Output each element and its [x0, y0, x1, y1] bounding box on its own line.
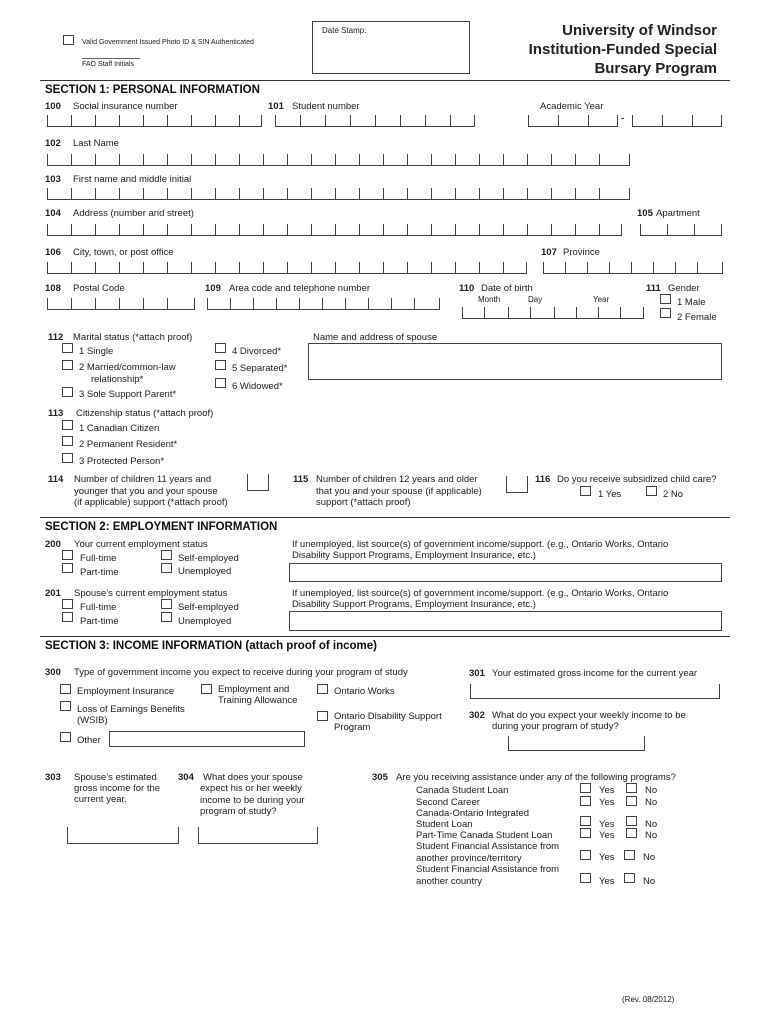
spouse-weekly-income-input[interactable]: [198, 827, 318, 844]
spouse-income-instruction-2: Disability Support Programs, Employment Insurance, etc.): [292, 599, 536, 610]
province-input[interactable]: [543, 260, 723, 274]
f106-number: 106: [45, 247, 61, 258]
f101-label: Student number: [292, 101, 360, 112]
program-sfa-province-yes-label: Yes: [599, 852, 615, 863]
emp-parttime-label: Part-time: [80, 567, 119, 578]
program-sfa-province-no-checkbox[interactable]: [624, 850, 635, 860]
citizen-canadian-checkbox[interactable]: [62, 420, 73, 430]
f102-label: Last Name: [73, 138, 119, 149]
emp-income-source-input[interactable]: [289, 563, 722, 582]
gov-odsp-label-2: Program: [334, 722, 371, 733]
marital-widowed-checkbox[interactable]: [215, 378, 226, 388]
f106-label: City, town, or post office: [73, 247, 174, 258]
citizen-pr-label: 2 Permanent Resident*: [79, 439, 178, 450]
f111-label: Gender: [668, 283, 700, 294]
marital-widowed-label: 6 Widowed*: [232, 381, 283, 392]
marital-separated-checkbox[interactable]: [215, 360, 226, 370]
apartment-input[interactable]: [640, 222, 722, 236]
gov-wsib-checkbox[interactable]: [60, 701, 71, 711]
address-input[interactable]: [47, 222, 622, 236]
program-ptcsl-no-label: No: [645, 830, 658, 841]
marital-married-label-2: relationship*: [91, 374, 144, 385]
program-ptcsl-label: Part-Time Canada Student Loan: [416, 830, 553, 841]
gov-ei-checkbox[interactable]: [60, 684, 71, 694]
program-cois-label-1: Canada-Ontario Integrated: [416, 808, 530, 819]
f108-number: 108: [45, 283, 61, 294]
f305-label: Are you receiving assistance under any of the following programs?: [396, 772, 676, 783]
spouse-selfemployed-checkbox[interactable]: [161, 599, 172, 609]
f105-number: 105: [637, 208, 653, 219]
section2-title: SECTION 2: EMPLOYMENT INFORMATION: [45, 521, 278, 533]
sin-input[interactable]: [47, 113, 262, 127]
first-name-input[interactable]: [47, 186, 630, 200]
program-sfa-country-no-label: No: [643, 876, 656, 887]
gov-ow-label: Ontario Works: [334, 686, 395, 697]
emp-fulltime-label: Full-time: [80, 553, 117, 564]
f100-number: 100: [45, 101, 61, 112]
f114-line1: Number of children 11 years and: [74, 474, 212, 485]
program-csl-label: Canada Student Loan: [416, 785, 509, 796]
f115-number: 115: [293, 474, 309, 485]
spouse-unemployed-label: Unemployed: [178, 616, 232, 627]
f304-line3: income to be during your: [200, 795, 305, 806]
section3-title: SECTION 3: INCOME INFORMATION (attach proof of income): [45, 640, 378, 652]
f300-number: 300: [45, 667, 61, 678]
program-sfa-country-no-checkbox[interactable]: [624, 873, 635, 883]
telephone-input[interactable]: [207, 296, 440, 310]
form-title-line1: University of Windsor: [562, 22, 717, 39]
marital-divorced-checkbox[interactable]: [215, 343, 226, 353]
f304-line4: program of study?: [200, 806, 277, 817]
emp-fulltime-checkbox[interactable]: [62, 550, 73, 560]
f303-line1: Spouse’s estimated: [74, 772, 157, 783]
f107-number: 107: [541, 247, 557, 258]
f116-label: Do you receive subsidized child care?: [557, 474, 717, 485]
f201-label: Spouse’s current employment status: [74, 588, 228, 599]
f302-number: 302: [469, 710, 485, 721]
gender-male-label: 1 Male: [677, 297, 706, 308]
f115-line1: Number of children 12 years and older: [316, 474, 478, 485]
fao-initials-line: [82, 58, 140, 59]
academic-year-label: Academic Year: [540, 101, 604, 112]
f107-label: Province: [563, 247, 600, 258]
marital-divorced-label: 4 Divorced*: [232, 346, 282, 357]
program-csl-yes-checkbox[interactable]: [580, 783, 591, 793]
f104-number: 104: [45, 208, 61, 219]
postal-code-input[interactable]: [47, 296, 195, 310]
f115-line2: that you and your spouse (if applicable): [316, 486, 482, 497]
f200-label: Your current employment status: [74, 539, 208, 550]
spouse-name-address-input[interactable]: [308, 343, 722, 380]
f301-label: Your estimated gross income for the current year: [492, 668, 698, 679]
gender-female-checkbox[interactable]: [660, 308, 671, 318]
f110-number: 110: [459, 283, 475, 294]
date-stamp-label: Date Stamp:: [322, 26, 367, 35]
f113-number: 113: [48, 408, 64, 419]
gov-odsp-checkbox[interactable]: [317, 711, 328, 721]
academic-year-start-input[interactable]: [528, 113, 618, 127]
f100-label: Social insurance number: [73, 101, 178, 112]
spouse-unemployed-checkbox[interactable]: [161, 612, 172, 622]
f115-line3: support (*attach proof): [316, 497, 411, 508]
program-sfa-province-yes-checkbox[interactable]: [580, 850, 591, 860]
childcare-yes-label: 1 Yes: [598, 489, 622, 500]
f108-label: Postal Code: [73, 283, 125, 294]
f112-number: 112: [48, 332, 64, 343]
spouse-gross-income-input[interactable]: [67, 827, 179, 844]
childcare-no-checkbox[interactable]: [646, 486, 657, 496]
emp-income-instruction-2: Disability Support Programs, Employment Insurance, etc.): [292, 550, 536, 561]
section3-rule: [40, 636, 730, 637]
gov-wsib-label-1: Loss of Earnings Benefits: [77, 704, 185, 715]
gov-other-input[interactable]: [109, 731, 305, 747]
f103-label: First name and middle initial: [73, 174, 192, 185]
emp-parttime-checkbox[interactable]: [62, 563, 73, 573]
f103-number: 103: [45, 174, 61, 185]
gender-female-label: 2 Female: [677, 312, 717, 323]
spouse-name-label: Name and address of spouse: [313, 332, 438, 343]
program-ptcsl-yes-label: Yes: [599, 830, 615, 841]
emp-income-instruction-1: If unemployed, list source(s) of government income/support. (e.g., Ontario Works, Ontario: [292, 539, 669, 550]
form-title-line3: Bursary Program: [594, 60, 717, 77]
f101-number: 101: [268, 101, 284, 112]
program-second-career-yes-checkbox[interactable]: [580, 796, 591, 806]
gov-other-checkbox[interactable]: [60, 732, 71, 742]
spouse-fulltime-checkbox[interactable]: [62, 599, 73, 609]
program-cois-no-label: No: [645, 819, 658, 830]
f114-line2: younger that you and your spouse: [74, 486, 218, 497]
gov-ei-label: Employment Insurance: [77, 686, 175, 697]
program-sfa-country-label-2: another country: [416, 876, 483, 887]
citizen-pr-checkbox[interactable]: [62, 436, 73, 446]
emp-selfemployed-label: Self-employed: [178, 553, 239, 564]
f304-number: 304: [178, 772, 194, 783]
f303-line3: current year.: [74, 794, 127, 805]
program-sfa-province-no-label: No: [643, 852, 656, 863]
f114-line3: (if applicable) support (*attach proof): [74, 497, 228, 508]
dob-month-label: Month: [478, 295, 501, 304]
date-of-birth-input[interactable]: [462, 305, 644, 319]
f104-label: Address (number and street): [73, 208, 194, 219]
spouse-income-source-input[interactable]: [289, 611, 722, 631]
f201-number: 201: [45, 588, 61, 599]
marital-sole-support-checkbox[interactable]: [62, 387, 73, 397]
program-second-career-no-label: No: [645, 797, 658, 808]
marital-separated-label: 5 Separated*: [232, 363, 288, 374]
gov-eta-checkbox[interactable]: [201, 684, 212, 694]
spouse-selfemployed-label: Self-employed: [178, 602, 239, 613]
program-cois-yes-label: Yes: [599, 819, 615, 830]
gov-odsp-label-1: Ontario Disability Support: [334, 711, 442, 722]
section2-rule: [40, 517, 730, 518]
citizen-protected-label: 3 Protected Person*: [79, 456, 165, 467]
program-sfa-country-yes-label: Yes: [599, 876, 615, 887]
gov-eta-label-1: Employment and: [218, 684, 290, 695]
f302-line2: during your program of study?: [492, 721, 619, 732]
program-ptcsl-no-checkbox[interactable]: [626, 828, 637, 838]
f305-number: 305: [372, 772, 388, 783]
children-under-12-input[interactable]: [247, 474, 269, 491]
gov-wsib-label-2: (WSIB): [77, 715, 108, 726]
emp-unemployed-checkbox[interactable]: [161, 563, 172, 573]
marital-married-label: 2 Married/common-law: [79, 362, 176, 373]
program-sfa-province-label-2: another province/territory: [416, 853, 522, 864]
marital-sole-support-label: 3 Sole Support Parent*: [79, 389, 177, 400]
program-ptcsl-yes-checkbox[interactable]: [580, 828, 591, 838]
f116-number: 116: [535, 474, 551, 485]
section1-rule: [40, 80, 730, 81]
f102-number: 102: [45, 138, 61, 149]
section1-title: SECTION 1: PERSONAL INFORMATION: [45, 84, 260, 96]
last-name-input[interactable]: [47, 152, 630, 166]
id-authenticated-checkbox[interactable]: [63, 35, 74, 45]
f112-label: Marital status (*attach proof): [73, 332, 193, 343]
gender-male-checkbox[interactable]: [660, 294, 671, 304]
f304-line2: expect his or her weekly: [200, 783, 302, 794]
program-sfa-province-label-1: Student Financial Assistance from: [416, 841, 560, 852]
spouse-fulltime-label: Full-time: [80, 602, 117, 613]
children-12-plus-input[interactable]: [506, 476, 528, 493]
academic-year-dash: -: [621, 113, 625, 124]
childcare-yes-checkbox[interactable]: [580, 486, 591, 496]
f111-number: 111: [646, 283, 661, 294]
academic-year-end-input[interactable]: [632, 113, 722, 127]
f304-line1: What does your spouse: [203, 772, 303, 783]
spouse-parttime-checkbox[interactable]: [62, 612, 73, 622]
program-csl-yes-label: Yes: [599, 785, 615, 796]
dob-day-label: Day: [528, 295, 543, 304]
weekly-income-input[interactable]: [508, 736, 645, 751]
form-title-line2: Institution-Funded Special: [528, 41, 717, 58]
spouse-income-instruction-1: If unemployed, list source(s) of government income/support. (e.g., Ontario Works, Ontario: [292, 588, 669, 599]
gov-eta-label-2: Training Allowance: [218, 695, 298, 706]
f105-label: Apartment: [656, 208, 700, 219]
program-second-career-yes-label: Yes: [599, 797, 615, 808]
spouse-parttime-label: Part-time: [80, 616, 119, 627]
program-cois-label-2: Student Loan: [416, 819, 473, 830]
fao-initials-label: FAO Staff Initials: [82, 61, 135, 68]
f109-number: 109: [205, 283, 221, 294]
f113-label: Citizenship status (*attach proof): [76, 408, 214, 419]
f303-line2: gross income for the: [74, 783, 161, 794]
f302-line1: What do you expect your weekly income to be: [492, 710, 686, 721]
childcare-no-label: 2 No: [663, 489, 684, 500]
marital-married-checkbox[interactable]: [62, 360, 73, 370]
program-csl-no-checkbox[interactable]: [626, 783, 637, 793]
program-cois-yes-checkbox[interactable]: [580, 816, 591, 826]
f300-label: Type of government income you expect to receive during your program of study: [74, 667, 408, 678]
program-sfa-country-yes-checkbox[interactable]: [580, 873, 591, 883]
marital-single-label: 1 Single: [79, 346, 114, 357]
f200-number: 200: [45, 539, 61, 550]
city-input[interactable]: [47, 260, 527, 274]
gov-other-label: Other: [77, 735, 101, 746]
gov-ow-checkbox[interactable]: [317, 684, 328, 694]
f110-label: Date of birth: [481, 283, 533, 294]
f109-label: Area code and telephone number: [229, 283, 371, 294]
marital-single-checkbox[interactable]: [62, 343, 73, 353]
citizen-canadian-label: 1 Canadian Citizen: [79, 423, 160, 434]
student-number-input[interactable]: [275, 113, 475, 127]
id-authenticated-label: Valid Government Issued Photo ID & SIN Authenticated: [82, 39, 254, 46]
program-cois-no-checkbox[interactable]: [626, 816, 637, 826]
program-second-career-no-checkbox[interactable]: [626, 796, 637, 806]
f114-number: 114: [48, 474, 64, 485]
emp-selfemployed-checkbox[interactable]: [161, 550, 172, 560]
emp-unemployed-label: Unemployed: [178, 566, 232, 577]
citizen-protected-checkbox[interactable]: [62, 453, 73, 463]
program-second-career-label: Second Career: [416, 797, 480, 808]
dob-year-label: Year: [593, 295, 610, 304]
revision-label: (Rev. 08/2012): [622, 995, 675, 1004]
program-csl-no-label: No: [645, 785, 658, 796]
program-sfa-country-label-1: Student Financial Assistance from: [416, 864, 560, 875]
f301-number: 301: [469, 668, 485, 679]
f303-number: 303: [45, 772, 61, 783]
gross-income-input[interactable]: [470, 684, 720, 699]
